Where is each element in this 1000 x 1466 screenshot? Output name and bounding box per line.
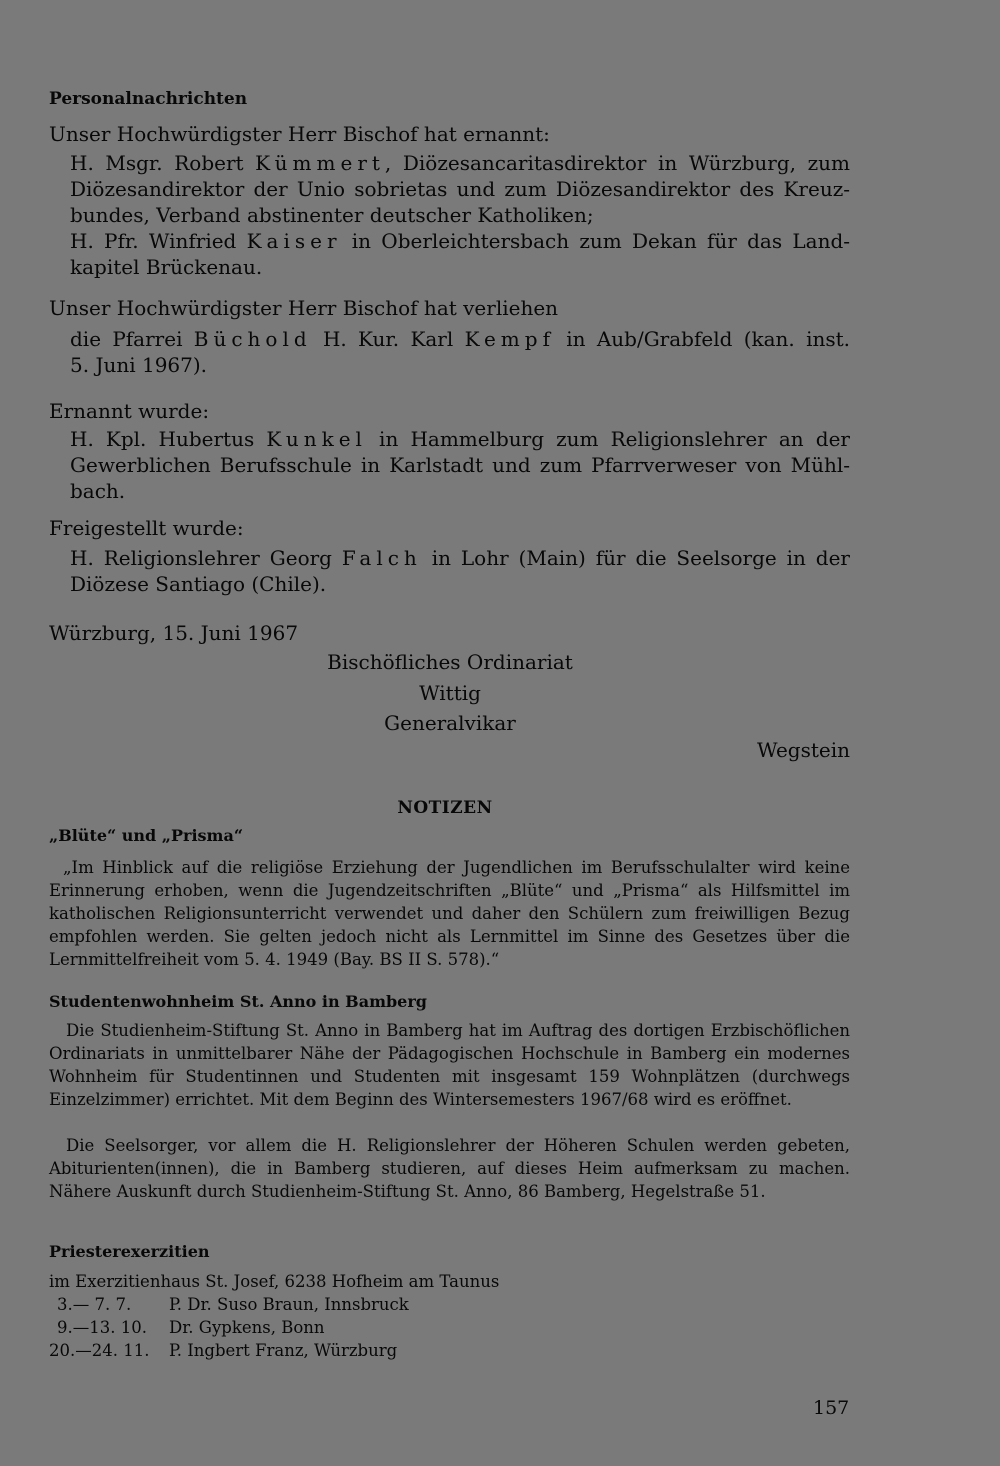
- anno-paragraph-1: Die Studienheim-Stiftung St. Anno in Bamberg hat im Auftrag des dortigen Erzbischöflichen Ordinariats in unmittelbarer Nähe der Pädagogischen Hochschule in Bamberg ein modernes Wohnheim für Studentinnen und Studenten mit insgesamt 159 Wohnplätzen (durchwegs Einzelzimmer) errichtet. Mit dem Beginn des Wintersemesters 1967/68 wird es eröffnet.: [49, 1021, 850, 1109]
- section-heading-personal: Personalnachrichten: [49, 89, 248, 109]
- exerzitien-intro: im Exerzitienhaus St. Josef, 6238 Hofheim am Taunus: [49, 1272, 500, 1291]
- bluete-heading: „Blüte“ und „Prisma“: [49, 826, 244, 845]
- exerzitien-date: 9.—13. 10.: [57, 1318, 147, 1337]
- page-number: 157: [813, 1397, 850, 1419]
- release-falch-line-2: Diözese Santiago (Chile).: [70, 572, 327, 596]
- bluete-text: „Im Hinblick auf die religiöse Erziehung der Jugendlichen im Berufsschulalter wird keine Erinnerung erhoben, wenn die Jugendzeitschriften „Blüte“ und „Prisma“ als Hilfsmittel im katholischen Religionsunterricht verwendet und daher den Schülern zum freiwilligen Bezug empfohlen werden. Sie gelten jedoch nicht als Lernmittel im Sinne des Gesetzes über die Lernmittelfreiheit vom 5. 4. 1949 (Bay. BS II S. 578).“: [49, 858, 850, 969]
- person-name: Kempf: [464, 327, 555, 351]
- exerzitien-row: [49, 1339, 397, 1362]
- release-falch-line-1: H. Religionslehrer Georg Falch in Lohr (Main) für die Seelsorge in der: [70, 546, 850, 570]
- appointment-2: [70, 228, 850, 280]
- person-name: Falch: [341, 546, 422, 570]
- appointment-1-line-1: H. Msgr. Robert Kümmert, Diözesancaritasdirektor in Würzburg, zum: [70, 151, 850, 175]
- conferral-line-2: 5. Juni 1967).: [70, 353, 208, 377]
- conferral: [70, 326, 850, 378]
- signature-title: Generalvikar: [384, 711, 516, 735]
- exerzitien-leader: Dr. Gypkens, Bonn: [169, 1318, 325, 1337]
- exerzitien-heading: Priesterexerzitien: [49, 1242, 210, 1261]
- notizen-heading: NOTIZEN: [397, 798, 493, 818]
- exerzitien-leader: P. Ingbert Franz, Würzburg: [169, 1341, 398, 1360]
- freigestellt-label: Freigestellt wurde:: [49, 516, 244, 540]
- appointment-kunkel: [70, 426, 850, 504]
- person-name: Kümmert: [255, 151, 385, 175]
- appointment-kunkel-line-3: bach.: [70, 479, 126, 503]
- signature-date: Würzburg, 15. Juni 1967: [49, 621, 299, 645]
- appointment-2-line-1: H. Pfr. Winfried Kaiser in Oberleichtersbach zum Dekan für das Land-: [70, 229, 851, 253]
- person-name: Kaiser: [246, 229, 342, 253]
- signature-office: Bischöfliches Ordinariat: [327, 650, 573, 674]
- ernannt-intro: Unser Hochwürdigster Herr Bischof hat ernannt:: [49, 122, 550, 146]
- exerzitien-row: [49, 1316, 325, 1339]
- exerzitien-date: 20.—24. 11.: [49, 1341, 150, 1360]
- exerzitien-date: 3.— 7. 7.: [57, 1295, 132, 1314]
- conferral-line-1: die Pfarrei Büchold H. Kur. Karl Kempf in Aub/Grabfeld (kan. inst.: [70, 327, 851, 351]
- parish-name: Büchold: [193, 327, 312, 351]
- exerzitien-leader: P. Dr. Suso Braun, Innsbruck: [169, 1295, 409, 1314]
- appointment-1-line-2: Diözesandirektor der Unio sobrietas und zum Diözesandirektor des Kreuz-: [70, 177, 850, 201]
- appointment-1: [70, 150, 850, 228]
- exerzitien-row: [49, 1293, 409, 1316]
- release-falch: [70, 545, 850, 597]
- anno-heading: Studentenwohnheim St. Anno in Bamberg: [49, 992, 427, 1011]
- appointment-1-line-3: bundes, Verband abstinenter deutscher Katholiken;: [70, 203, 594, 227]
- person-name: Kunkel: [266, 427, 367, 451]
- signature-clerk: Wegstein: [757, 738, 850, 762]
- appointment-kunkel-line-2: Gewerblichen Berufsschule in Karlstadt und zum Pfarrverweser von Mühl-: [70, 453, 850, 477]
- appointment-kunkel-line-1: H. Kpl. Hubertus Kunkel in Hammelburg zum Religionslehrer an der: [70, 427, 850, 451]
- verliehen-intro: Unser Hochwürdigster Herr Bischof hat verliehen: [49, 296, 559, 320]
- appointment-2-line-2: kapitel Brückenau.: [70, 255, 263, 279]
- anno-paragraph-2: Die Seelsorger, vor allem die H. Religionslehrer der Höheren Schulen werden gebeten, Abiturienten(innen), die in Bamberg studieren, auf dieses Heim aufmerksam zu machen. Nähere Auskunft durch Studienheim-Stiftung St. Anno, 86 Bamberg, Hegelstraße 51.: [49, 1136, 850, 1201]
- ernannt-wurde-label: Ernannt wurde:: [49, 399, 210, 423]
- signature-name: Wittig: [419, 681, 481, 705]
